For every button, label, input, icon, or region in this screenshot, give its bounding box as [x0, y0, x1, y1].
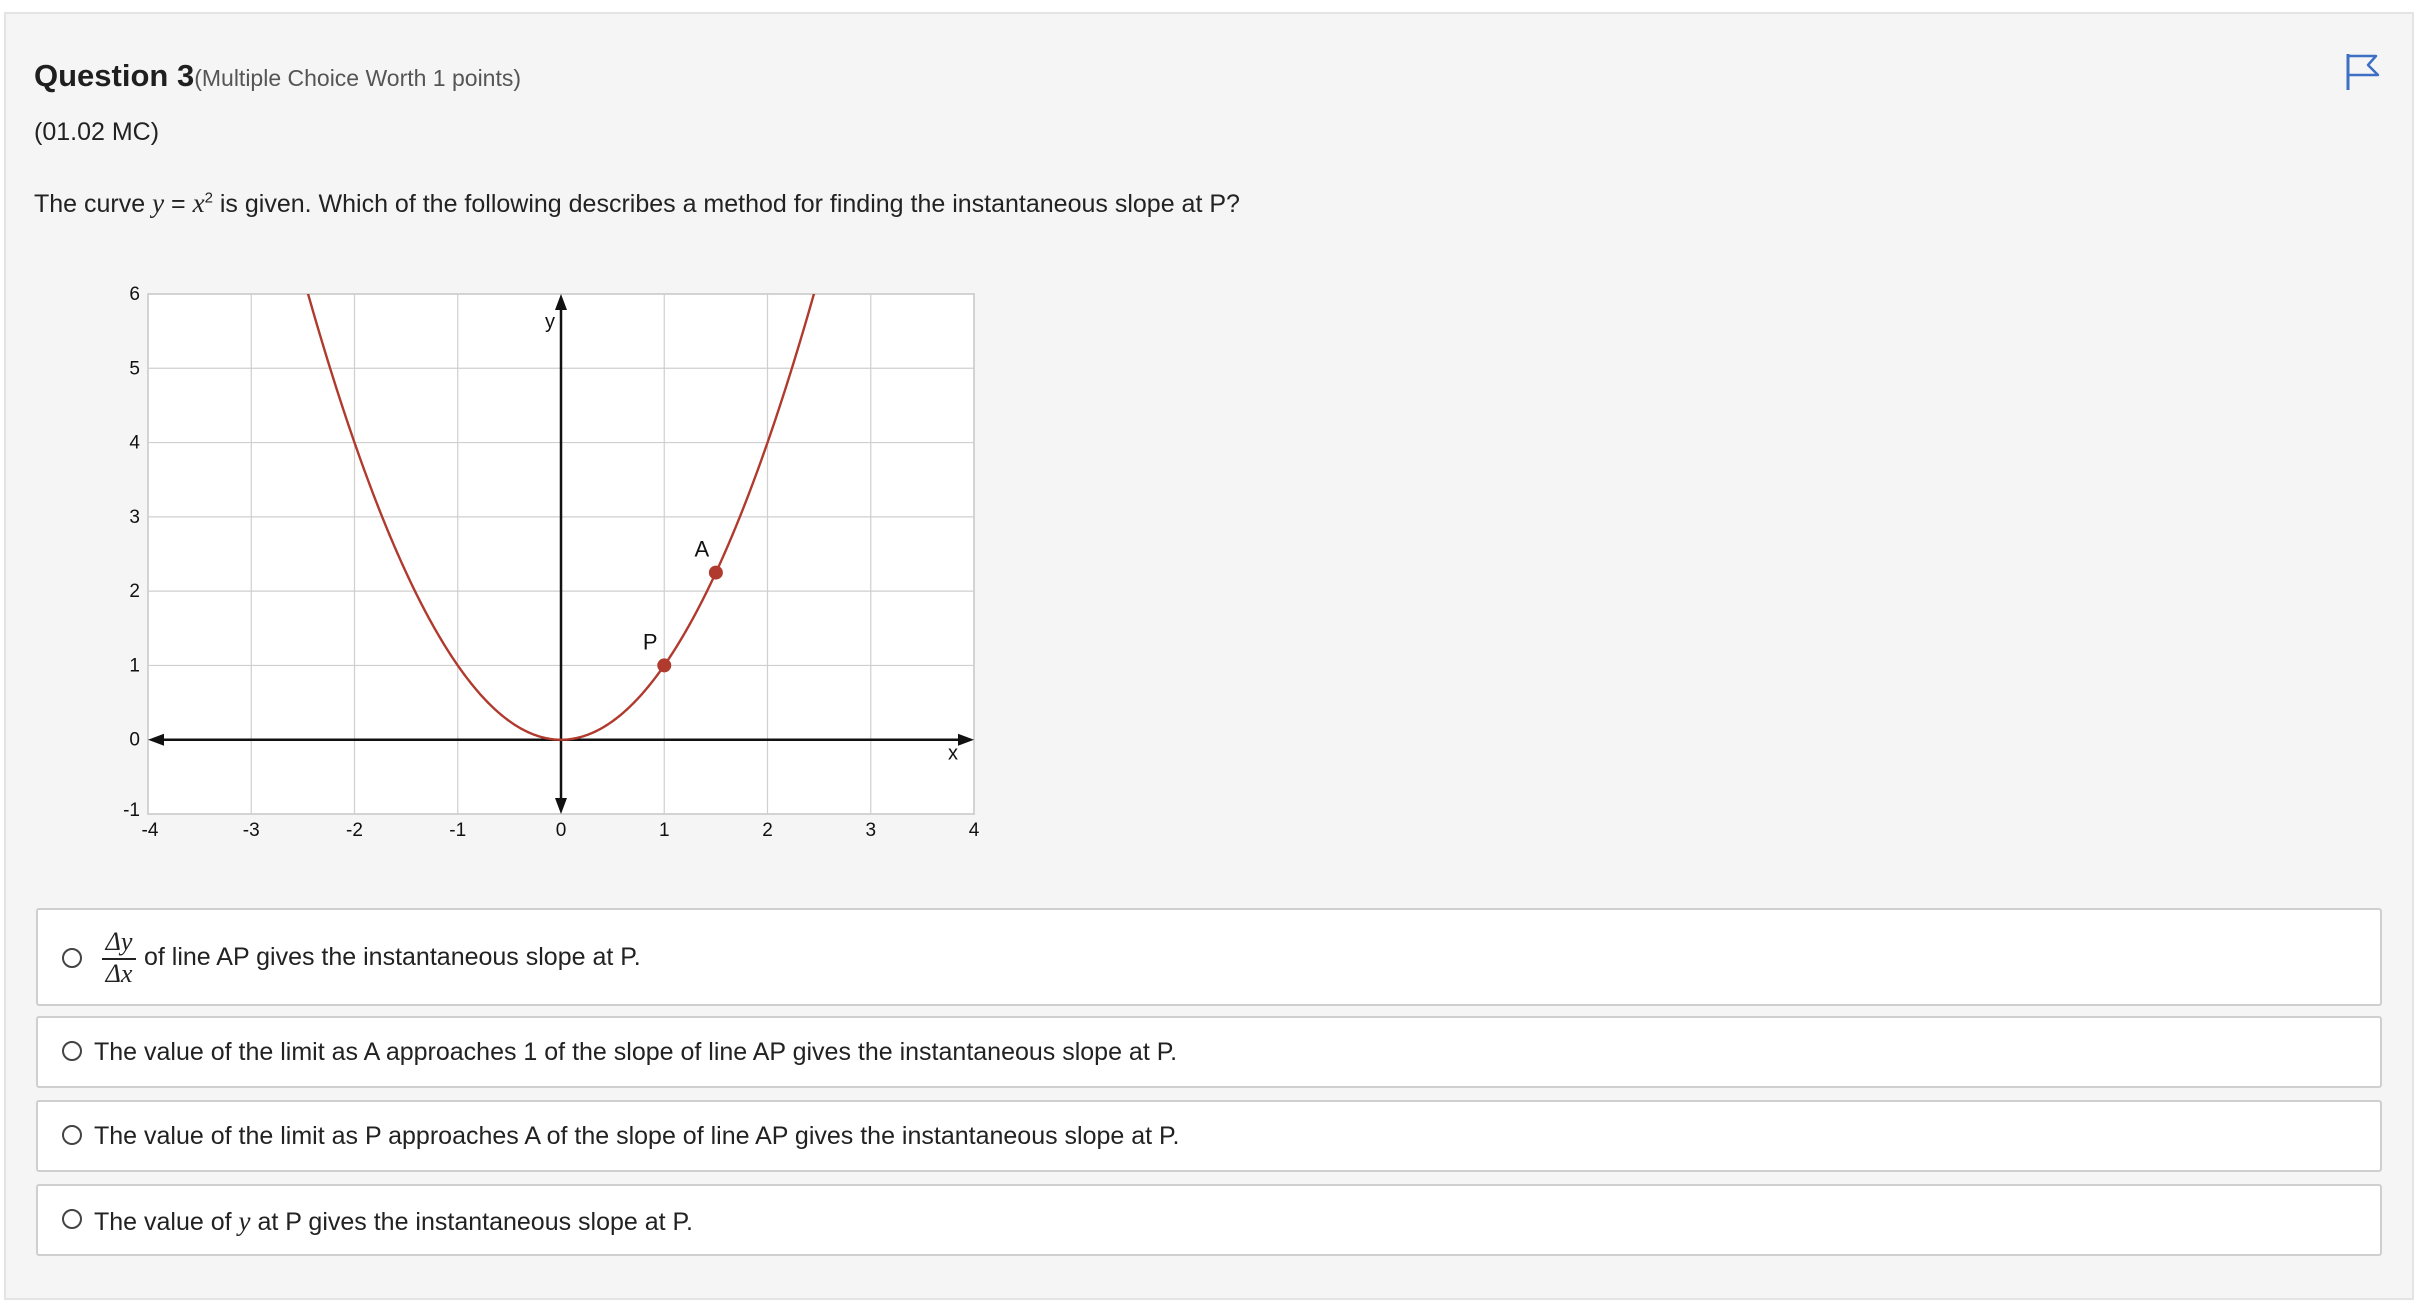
x-tick-label: -4	[141, 820, 159, 841]
choice-3-text: The value of the limit as P approaches A of the slope of line AP gives the instantaneous slope at P.	[94, 1122, 1180, 1150]
x-tick-label: -3	[242, 820, 260, 841]
y-tick-label: 3	[129, 506, 140, 528]
choice-2-text: The value of the limit as A approaches 1 of the slope of line AP gives the instantaneous slope at P.	[94, 1038, 1178, 1066]
choice-4-radio[interactable]	[62, 1209, 82, 1229]
choice-4[interactable]	[36, 1184, 2382, 1256]
question-worth: (Multiple Choice Worth 1 points)	[194, 65, 522, 91]
choice-1-fraction	[102, 928, 136, 989]
x-tick-label: -1	[449, 820, 467, 841]
prompt-var-y: y	[152, 188, 165, 218]
point-A	[709, 566, 723, 580]
choice-4-pre: The value of	[94, 1208, 239, 1236]
choice-2-radio[interactable]	[62, 1041, 82, 1061]
y-tick-label: 6	[129, 284, 140, 305]
choice-4-var-y: y	[238, 1206, 251, 1236]
x-tick-label: 3	[865, 820, 877, 841]
choice-4-post: at P gives the instantaneous slope at P.	[250, 1208, 693, 1236]
y-axis-label: y	[545, 311, 555, 333]
choice-3-radio[interactable]	[62, 1125, 82, 1145]
y-tick-label: 4	[129, 432, 140, 454]
x-tick-label: 4	[968, 820, 980, 841]
choice-2[interactable]	[36, 1016, 2382, 1088]
prompt-equals: =	[164, 190, 193, 218]
prompt-start: The curve	[34, 190, 153, 218]
choice-1-text: of line AP gives the instantaneous slope at P.	[144, 943, 641, 971]
y-tick-label: -1	[123, 800, 140, 821]
question-code: (01.02 MC)	[34, 118, 160, 146]
y-tick-label: 5	[129, 358, 140, 380]
question-header	[34, 58, 521, 94]
prompt-var-x: x	[192, 188, 205, 218]
point-label-P: P	[642, 629, 658, 655]
prompt-end: is given. Which of the following describes a method for finding the instantaneous slope at P?	[212, 190, 1240, 218]
x-tick-label: 2	[762, 820, 773, 841]
point-P	[657, 658, 671, 672]
parabola-graph	[100, 268, 1000, 858]
y-tick-label: 0	[129, 729, 140, 751]
x-tick-label: 0	[555, 820, 567, 841]
fraction-numerator: Δy	[105, 927, 133, 956]
prompt-exponent: 2	[204, 189, 213, 207]
x-axis-label: x	[948, 742, 958, 765]
choice-4-text	[94, 1206, 693, 1237]
choice-1-radio[interactable]	[62, 948, 82, 968]
y-tick-label: 2	[129, 581, 140, 603]
choice-3[interactable]	[36, 1100, 2382, 1172]
question-prompt	[34, 188, 1240, 219]
point-label-A: A	[694, 536, 710, 562]
flag-icon[interactable]	[2342, 50, 2384, 92]
x-tick-label: 1	[658, 820, 670, 841]
fraction-denominator: Δx	[105, 959, 133, 988]
choice-1[interactable]	[36, 908, 2382, 1006]
x-tick-label: -2	[346, 820, 363, 841]
question-title: Question 3	[34, 58, 195, 93]
y-tick-label: 1	[129, 655, 140, 677]
